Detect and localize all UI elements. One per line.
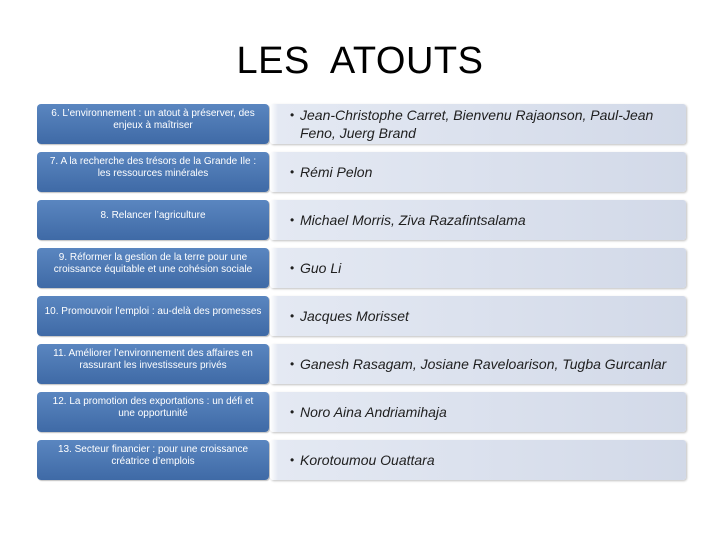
table-row xyxy=(37,296,687,336)
bullet-icon: • xyxy=(290,108,295,122)
chapter-box xyxy=(37,152,269,192)
author-names: Michael Morris, Ziva Razafintsalama xyxy=(300,212,526,228)
bullet-icon: • xyxy=(290,357,295,371)
author-box xyxy=(270,344,686,384)
bullet-icon: • xyxy=(290,453,295,467)
author-box xyxy=(270,152,686,192)
chapter-label: 11. Améliorer l’environnement des affaires en rassurant les investisseurs privés xyxy=(53,348,253,371)
chapter-label: 8. Relancer l’agriculture xyxy=(100,210,206,221)
chapter-label: 12. La promotion des exportations : un défi et une opportunité xyxy=(52,396,254,419)
author-names: Jean-Christophe Carret, Bienvenu Rajaonson, Paul-Jean Feno, Juerg Brand xyxy=(300,107,654,141)
chapter-box xyxy=(37,200,269,240)
chapter-label: 13. Secteur financier : pour une croissance créatrice d’emplois xyxy=(57,444,249,467)
chapter-box xyxy=(37,344,269,384)
chapter-label: 7. A la recherche des trésors de la Grande Ile : les ressources minérales xyxy=(49,156,257,179)
chapter-box xyxy=(37,392,269,432)
author-box xyxy=(270,296,686,336)
table-row xyxy=(37,152,687,192)
chapter-box xyxy=(37,296,269,336)
author-names: Noro Aina Andriamihaja xyxy=(300,404,447,420)
author-names: Guo Li xyxy=(300,260,342,276)
author-names: Ganesh Rasagam, Josiane Raveloarison, Tugba Gurcanlar xyxy=(300,356,667,372)
chapter-label: 6. L’environnement : un atout à préserver, des enjeux à maîtriser xyxy=(51,108,255,131)
bullet-icon: • xyxy=(290,165,295,179)
chapter-label: 9. Réformer la gestion de la terre pour une croissance équitable et une cohésion sociale xyxy=(53,252,253,275)
bullet-icon: • xyxy=(290,309,295,323)
bullet-icon: • xyxy=(290,261,295,275)
author-box xyxy=(270,392,686,432)
page-title: LES ATOUTS xyxy=(236,40,484,82)
table-row xyxy=(37,104,687,144)
table-row xyxy=(37,392,687,432)
author-names: Korotoumou Ouattara xyxy=(300,452,435,468)
chapter-box xyxy=(37,248,269,288)
author-box xyxy=(270,440,686,480)
author-box xyxy=(270,104,686,144)
author-names: Jacques Morisset xyxy=(300,308,409,324)
chapter-label: 10. Promouvoir l’emploi : au-delà des promesses xyxy=(44,306,262,317)
author-names: Rémi Pelon xyxy=(300,164,373,180)
table-row xyxy=(37,440,687,480)
chapter-box xyxy=(37,104,269,144)
chapter-box xyxy=(37,440,269,480)
bullet-icon: • xyxy=(290,213,295,227)
table-row xyxy=(37,248,687,288)
author-box xyxy=(270,248,686,288)
author-box xyxy=(270,200,686,240)
bullet-icon: • xyxy=(290,405,295,419)
table-row xyxy=(37,344,687,384)
table-row xyxy=(37,200,687,240)
